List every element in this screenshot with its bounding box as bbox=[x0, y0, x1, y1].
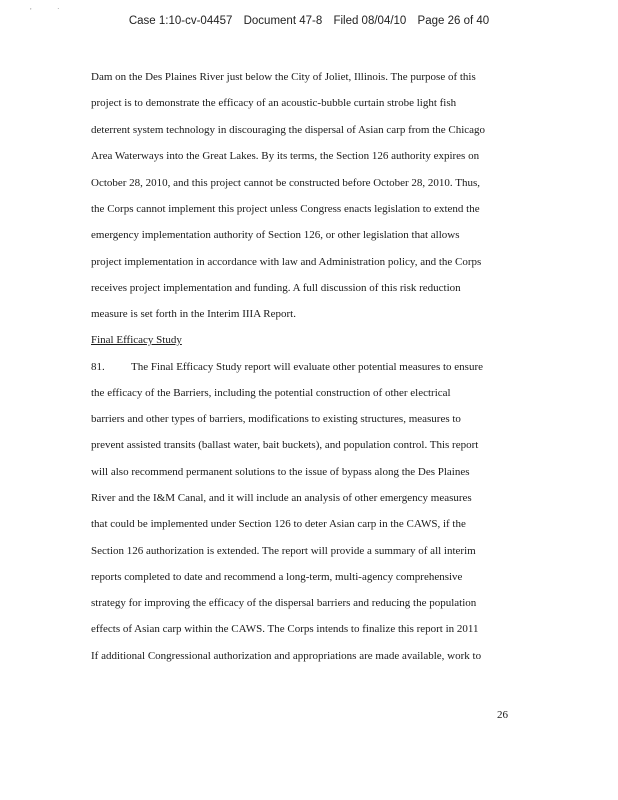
paragraph-line: prevent assisted transits (ballast water, bait buckets), and population control. This report bbox=[91, 439, 479, 451]
section-heading: Final Efficacy Study bbox=[91, 334, 182, 346]
paragraph-number: 81. bbox=[91, 361, 105, 373]
page-count: Page 26 of 40 bbox=[417, 15, 490, 27]
paragraph-line: effects of Asian carp within the CAWS. The Corps intends to finalize this report in 2011 bbox=[91, 623, 479, 635]
paragraph-line: will also recommend permanent solutions to the issue of bypass along the Des Plaines bbox=[91, 466, 470, 478]
document-number: Document 47-8 bbox=[243, 15, 323, 27]
body-line: project implementation in accordance with law and Administration policy, and the Corps bbox=[91, 256, 482, 268]
body-line: the Corps cannot implement this project unless Congress enacts legislation to extend the bbox=[91, 203, 480, 215]
paragraph-line: strategy for improving the efficacy of the dispersal barriers and reducing the population bbox=[91, 597, 477, 609]
body-line: Area Waterways into the Great Lakes. By its terms, the Section 126 authority expires on bbox=[91, 150, 480, 162]
paragraph-line: that could be implemented under Section 126 to deter Asian carp in the CAWS, if the bbox=[91, 518, 466, 530]
paragraph-line: Section 126 authorization is extended. The report will provide a summary of all interim bbox=[91, 545, 476, 557]
paragraph-first-line bbox=[91, 360, 483, 374]
body-line: October 28, 2010, and this project cannot be constructed before October 28, 2010. Thus, bbox=[91, 177, 480, 189]
paragraph-line: If additional Congressional authorization and appropriations are made available, work to bbox=[91, 650, 482, 662]
case-number: Case 1:10-cv-04457 bbox=[128, 15, 233, 27]
paragraph-line: the efficacy of the Barriers, including the potential construction of other electrical bbox=[91, 387, 451, 399]
body-line: deterrent system technology in discouraging the dispersal of Asian carp from the Chicago bbox=[91, 124, 486, 136]
body-line: Dam on the Des Plaines River just below the City of Joliet, Illinois. The purpose of this bbox=[91, 71, 476, 83]
paragraph-line: reports completed to date and recommend a long-term, multi-agency comprehensive bbox=[91, 571, 463, 583]
body-line: emergency implementation authority of Section 126, or other legislation that allows bbox=[91, 229, 460, 241]
page-number: 26 bbox=[497, 709, 508, 721]
body-line: receives project implementation and funding. A full discussion of this risk reduction bbox=[91, 282, 461, 294]
case-header bbox=[0, 15, 618, 27]
body-line: measure is set forth in the Interim IIIA Report. bbox=[91, 308, 296, 320]
paragraph-line: barriers and other types of barriers, modifications to existing structures, measures to bbox=[91, 413, 461, 425]
scan-marks: , . bbox=[30, 5, 72, 11]
filed-date: Filed 08/04/10 bbox=[333, 15, 407, 27]
paragraph-line: River and the I&M Canal, and it will include an analysis of other emergency measures bbox=[91, 492, 472, 504]
body-line: project is to demonstrate the efficacy of an acoustic-bubble curtain strobe light fish bbox=[91, 97, 457, 109]
paragraph-line: The Final Efficacy Study report will evaluate other potential measures to ensure bbox=[131, 361, 483, 373]
